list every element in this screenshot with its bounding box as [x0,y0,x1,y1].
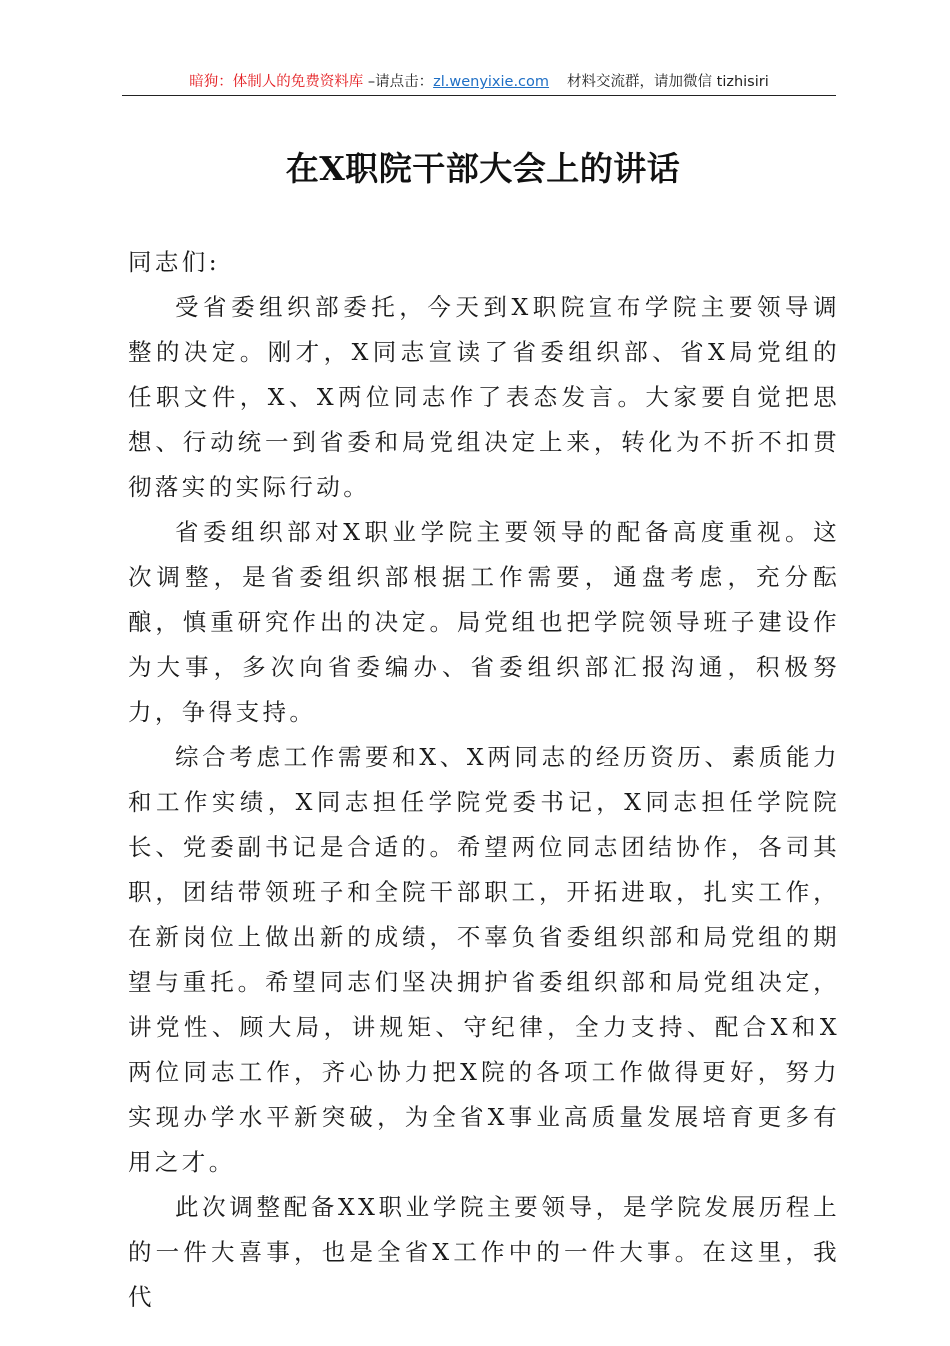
paragraph: 综合考虑工作需要和X、X两同志的经历资历、素质能力和工作实绩，X同志担任学院党委书记，X同志担任学院院长、党委副书记是合适的。希望两位同志团结协作，各司其职，团结带领班子和全院干部职工，开拓进取，扎实工作，在新岗位上做出新的成绩，不辜负省委组织部和局党组的期望与重托。希望同志们坚决拥护省委组织部和局党组决定，讲党性、顾大局，讲规矩、守纪律，全力支持、配合X和X两位同志工作，齐心协力把X院的各项工作做得更好，努力实现办学水平新突破，为全省X事业高质量发展培育更多有用之才。 [128,743,840,1176]
document-body [128,240,840,1320]
paragraph: 省委组织部对X职业学院主要领导的配备高度重视。这次调整，是省委组织部根据工作需要，通盘考虑，充分酝酿，慎重研究作出的决定。局党组也把学院领导班子建设作为大事，多次向省委编办、省委组织部汇报沟通，积极努力，争得支持。 [128,518,840,726]
paragraph: 受省委组织部委托，今天到X职院宣布学院主要领导调整的决定。刚才，X同志宣读了省委组织部、省X局党组的任职文件，X、X两位同志作了表态发言。大家要自觉把思想、行动统一到省委和局党组决定上来，转化为不折不扣贯彻落实的实际行动。 [128,293,840,501]
salutation: 同志们: [128,248,221,276]
document-title: 在X职院干部大会上的讲话 [285,149,681,188]
header-separator-text: –请点击： [363,74,434,90]
header-divider [122,95,836,96]
paragraph: 此次调整配备XX职业学院主要领导，是学院发展历程上的一件大喜事，也是全省X工作中的一件大事。在这里，我代 [128,1193,840,1311]
page-header [122,70,836,94]
header-wechat-text: 材料交流群，请加微信 tizhisiri [567,74,769,90]
header-brand-text: 暗狗：体制人的免费资料库 [189,74,364,90]
header-website-link[interactable]: zl.wenyixie.com [433,74,550,90]
